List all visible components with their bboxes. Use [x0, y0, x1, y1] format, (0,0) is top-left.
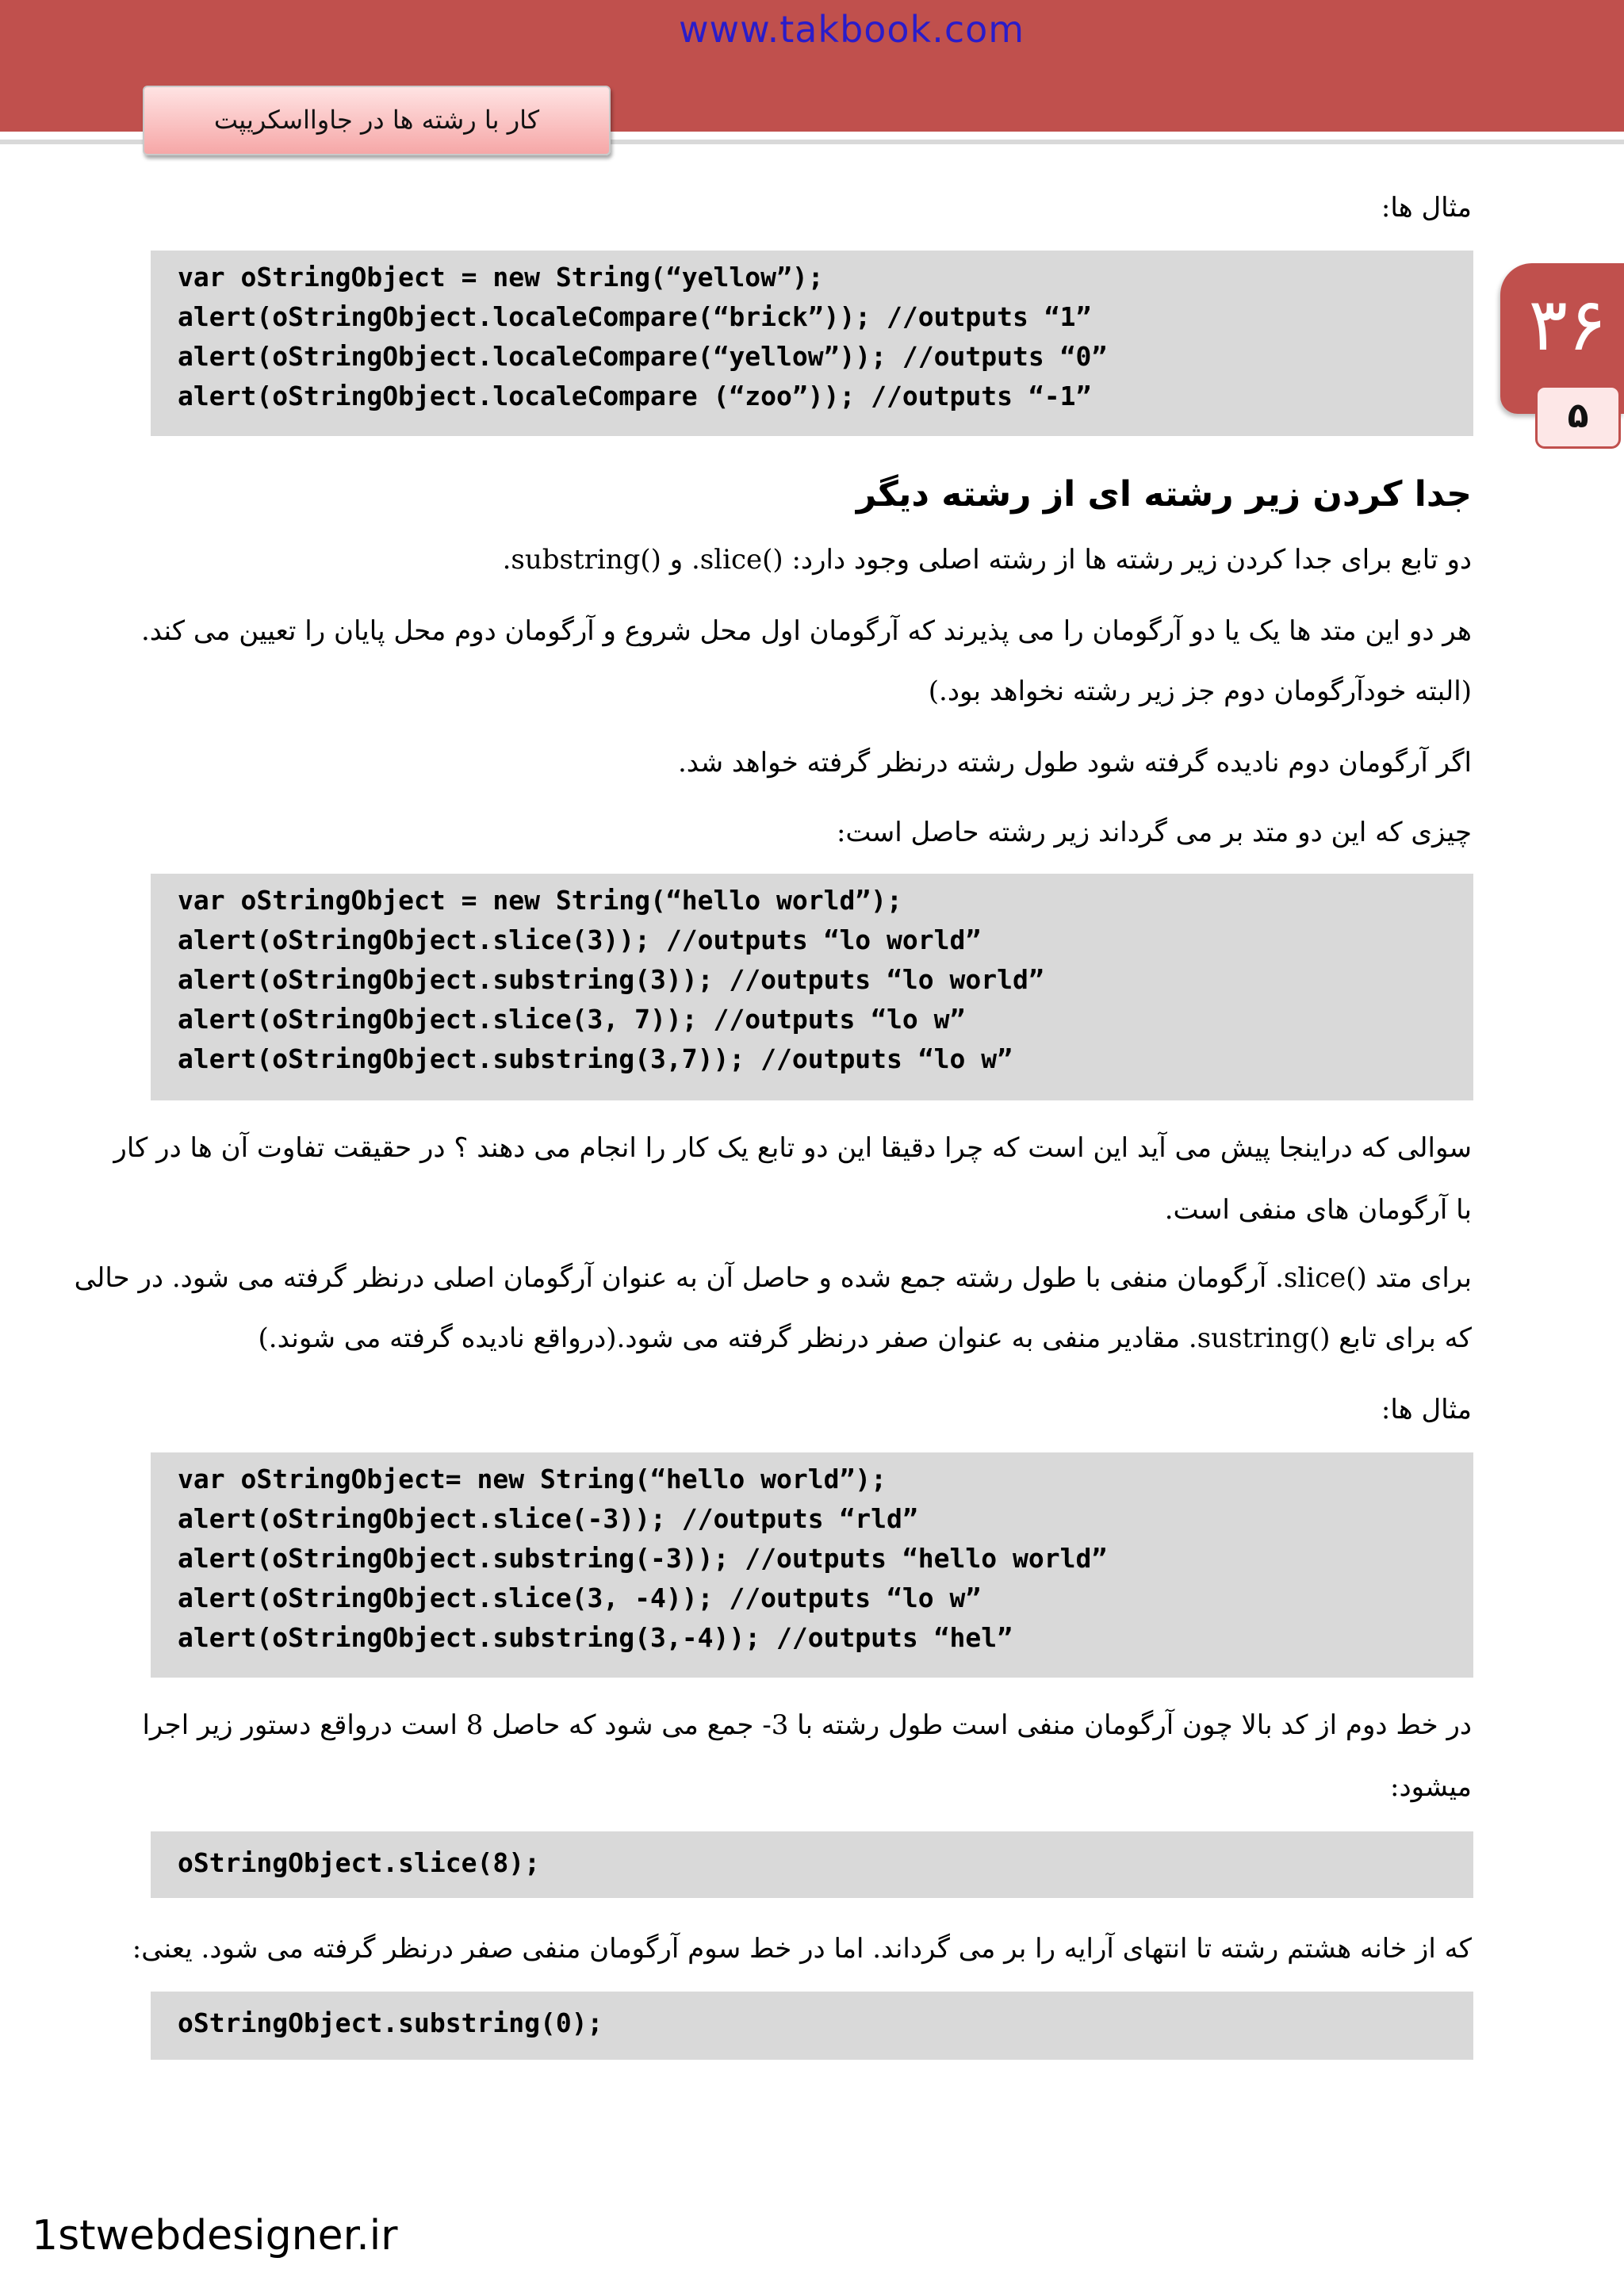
paragraph: دو تابع برای جدا کردن زیر رشته ها از رشته اصلی وجود دارد: ()slice. و ()substring. [502, 544, 1472, 576]
paragraph: که از خانه هشتم رشته تا انتهای آرایه را بر می گرداند. اما در خط سوم آرگومان منفی صفر درنظر گرفته می شود. یعنی: [132, 1933, 1472, 1965]
code-line: alert(oStringObject.slice(-3)); //outputs “rld” [178, 1503, 918, 1534]
code-line: alert(oStringObject.slice(3)); //outputs “lo world” [178, 924, 982, 955]
code-block-5 [151, 1992, 1473, 2060]
code-line: alert(oStringObject.slice(3, 7)); //outputs “lo w” [178, 1004, 966, 1035]
code-line: oStringObject.substring(0); [178, 2007, 603, 2038]
paragraph: که برای تابع ()sustring. مقادیر منفی به عنوان صفر درنظر گرفته می شود.(درواقع نادیده گرفته می شوند.) [258, 1322, 1472, 1354]
code-line: alert(oStringObject.localeCompare(“brick”)); //outputs “1” [178, 301, 1092, 332]
code-line: alert(oStringObject.slice(3, -4)); //outputs “lo w” [178, 1582, 982, 1613]
code-block-1 [151, 251, 1473, 436]
paragraph: میشود: [1390, 1771, 1472, 1803]
footer-site-name: 1stwebdesigner.ir [32, 2212, 398, 2260]
chapter-number-badge [1535, 385, 1621, 449]
section-heading: جدا کردن زیر رشته ای از رشته دیگر [856, 474, 1472, 515]
paragraph: سوالی که دراینجا پیش می آید این است که چرا دقیقا این دو تابع یک کار را انجام می دهند ؟ در حقیقت تفاوت آن ها در کار [113, 1132, 1472, 1164]
examples-label: مثال ها: [1381, 1394, 1472, 1425]
paragraph: برای متد ()slice. آرگومان منفی با طول رشته جمع شده و حاصل آن به عنوان آرگومان اصلی درنظر گرفته می شود. در حالی [74, 1262, 1472, 1294]
paragraph: با آرگومان های منفی است. [1164, 1194, 1472, 1226]
code-line: alert(oStringObject.localeCompare(“yellow”)); //outputs “0” [178, 341, 1108, 372]
header-site-url[interactable]: www.takbook.com [678, 8, 1025, 51]
paragraph: در خط دوم از کد بالا چون آرگومان منفی است طول رشته با 3- جمع می شود که حاصل 8 است درواقع دستور زیر اجرا [142, 1709, 1472, 1741]
paragraph: هر دو این متد ها یک یا دو آرگومان را می پذیرند که آرگومان اول محل شروع و آرگومان دوم محل پایان را تعیین می کند. [140, 615, 1472, 647]
code-line: oStringObject.slice(8); [178, 1847, 540, 1878]
code-line: alert(oStringObject.substring(-3)); //outputs “hello world” [178, 1543, 1108, 1574]
chapter-title: کار با رشته ها در جاوااسکریپت [213, 105, 540, 135]
paragraph: (البته خودآرگومان دوم جز زیر رشته نخواهد بود.) [928, 675, 1472, 707]
code-line: alert(oStringObject.substring(3,-4)); //outputs “hel” [178, 1622, 1013, 1653]
paragraph: اگر آرگومان دوم نادیده گرفته شود طول رشته درنظر گرفته خواهد شد. [677, 747, 1472, 779]
code-line: alert(oStringObject.substring(3,7)); //outputs “lo w” [178, 1043, 1013, 1074]
code-line: alert(oStringObject.localeCompare (“zoo”)); //outputs “-1” [178, 381, 1092, 411]
chapter-number: ۵ [1567, 396, 1589, 436]
paragraph: چیزی که این دو متد بر می گرداند زیر رشته حاصل است: [836, 817, 1472, 848]
code-block-3 [151, 1452, 1473, 1678]
code-block-4 [151, 1831, 1473, 1898]
chapter-title-tab [143, 86, 611, 155]
code-line: var oStringObject = new String(“hello world”); [178, 885, 902, 916]
page-number: ۳۶ [1528, 282, 1607, 367]
code-line: var oStringObject = new String(“yellow”); [178, 262, 824, 293]
code-line: var oStringObject= new String(“hello world”); [178, 1464, 887, 1494]
code-line: alert(oStringObject.substring(3)); //outputs “lo world” [178, 964, 1044, 995]
examples-label: مثال ها: [1381, 192, 1472, 224]
code-block-2 [151, 874, 1473, 1100]
